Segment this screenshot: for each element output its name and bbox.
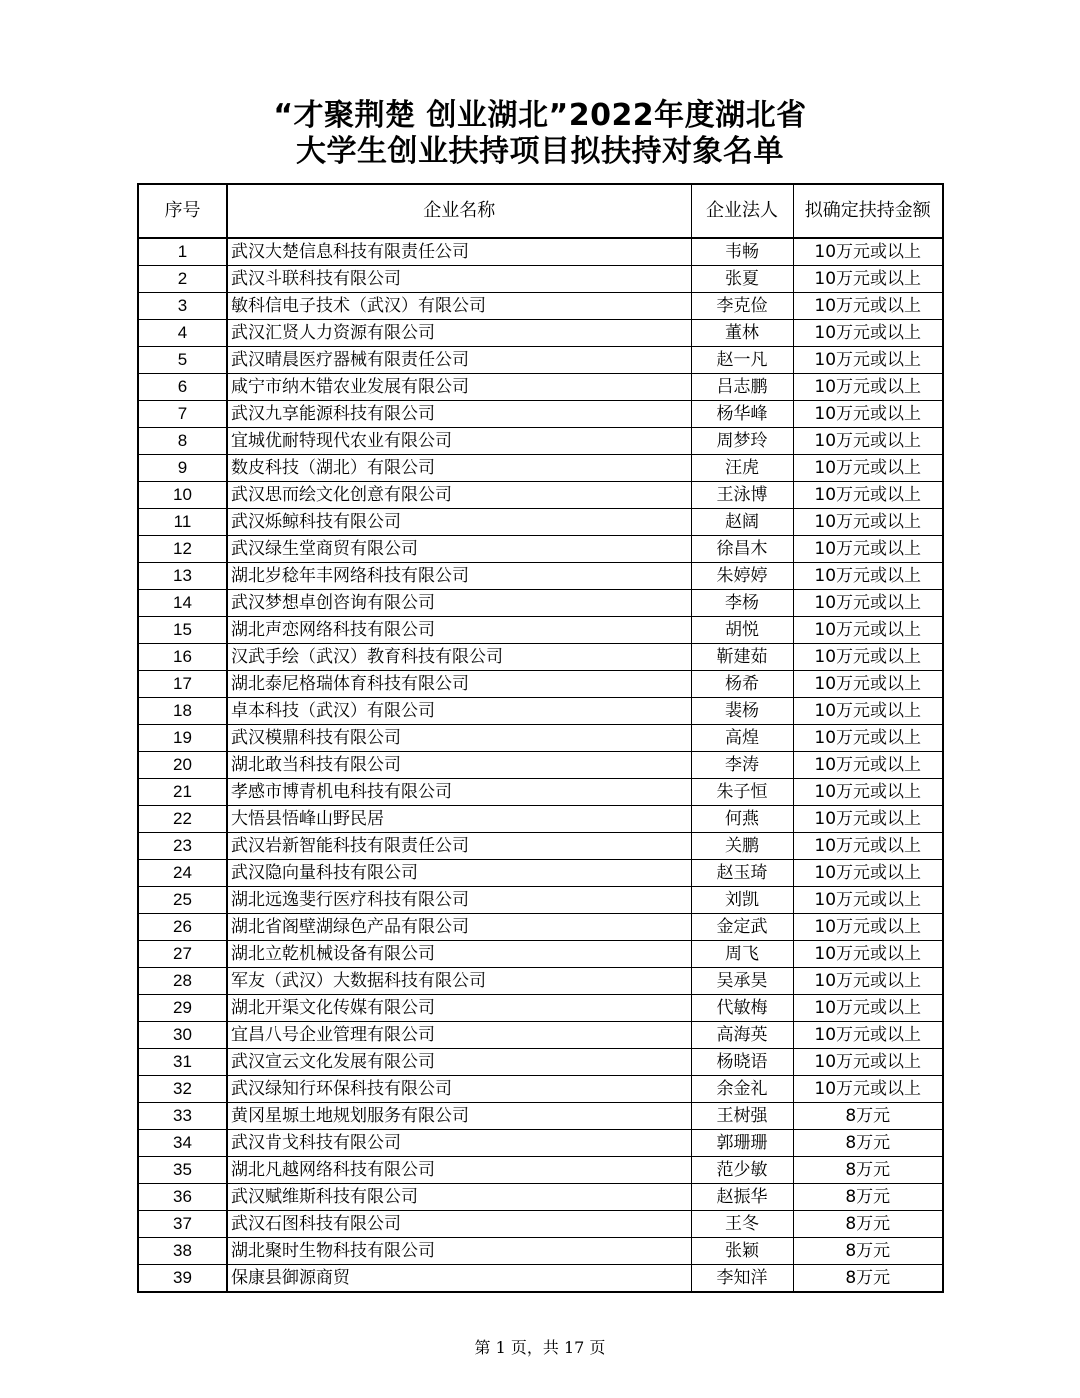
table-row (138, 779, 943, 806)
table-row (138, 833, 943, 860)
row-serial-number: 26 (138, 914, 227, 941)
row-legal-person: 汪虎 (691, 455, 793, 482)
table-row (138, 1211, 943, 1238)
row-legal-person: 周飞 (691, 941, 793, 968)
row-support-amount: 10万元或以上 (793, 509, 943, 536)
row-support-amount: 10万元或以上 (793, 752, 943, 779)
row-serial-number: 19 (138, 725, 227, 752)
row-company-name: 数皮科技（湖北）有限公司 (227, 455, 691, 482)
row-support-amount: 8万元 (793, 1103, 943, 1130)
row-serial-number: 21 (138, 779, 227, 806)
row-support-amount: 10万元或以上 (793, 887, 943, 914)
row-company-name: 卓本科技（武汉）有限公司 (227, 698, 691, 725)
row-serial-number: 35 (138, 1157, 227, 1184)
header-support-amount: 拟确定扶持金额 (793, 184, 943, 238)
row-serial-number: 23 (138, 833, 227, 860)
page-number-footer: 第 1 页，共 17 页 (474, 1338, 606, 1357)
row-legal-person: 董林 (691, 320, 793, 347)
row-legal-person: 胡悦 (691, 617, 793, 644)
row-serial-number: 29 (138, 995, 227, 1022)
row-support-amount: 10万元或以上 (793, 860, 943, 887)
row-company-name: 武汉烁鲸科技有限公司 (227, 509, 691, 536)
row-company-name: 武汉斗联科技有限公司 (227, 266, 691, 293)
document-title-line-1: “才聚荆楚 创业湖北”2022年度湖北省 (273, 98, 807, 133)
table-row (138, 1103, 943, 1130)
row-serial-number: 5 (138, 347, 227, 374)
row-company-name: 孝感市博青机电科技有限公司 (227, 779, 691, 806)
row-support-amount: 8万元 (793, 1265, 943, 1293)
row-company-name: 武汉肯戈科技有限公司 (227, 1130, 691, 1157)
row-support-amount: 10万元或以上 (793, 266, 943, 293)
row-support-amount: 10万元或以上 (793, 428, 943, 455)
row-company-name: 武汉梦想卓创咨询有限公司 (227, 590, 691, 617)
row-legal-person: 杨华峰 (691, 401, 793, 428)
table-row (138, 968, 943, 995)
table-row (138, 455, 943, 482)
row-support-amount: 10万元或以上 (793, 590, 943, 617)
row-legal-person: 李涛 (691, 752, 793, 779)
row-serial-number: 33 (138, 1103, 227, 1130)
table-row (138, 509, 943, 536)
row-legal-person: 韦畅 (691, 238, 793, 266)
row-support-amount: 10万元或以上 (793, 347, 943, 374)
table-row (138, 752, 943, 779)
row-serial-number: 31 (138, 1049, 227, 1076)
row-company-name: 武汉晴晨医疗器械有限责任公司 (227, 347, 691, 374)
row-serial-number: 39 (138, 1265, 227, 1293)
row-company-name: 宜昌八号企业管理有限公司 (227, 1022, 691, 1049)
table-row (138, 320, 943, 347)
row-company-name: 武汉绿知行环保科技有限公司 (227, 1076, 691, 1103)
row-company-name: 湖北远逸斐行医疗科技有限公司 (227, 887, 691, 914)
row-company-name: 咸宁市纳木错农业发展有限公司 (227, 374, 691, 401)
row-legal-person: 张颖 (691, 1238, 793, 1265)
row-legal-person: 范少敏 (691, 1157, 793, 1184)
row-company-name: 湖北凡越网络科技有限公司 (227, 1157, 691, 1184)
table-row (138, 266, 943, 293)
row-legal-person: 刘凯 (691, 887, 793, 914)
row-legal-person: 关鹏 (691, 833, 793, 860)
table-row (138, 238, 943, 266)
row-support-amount: 10万元或以上 (793, 779, 943, 806)
row-company-name: 湖北敢当科技有限公司 (227, 752, 691, 779)
row-company-name: 湖北泰尼格瑞体育科技有限公司 (227, 671, 691, 698)
table-row (138, 941, 943, 968)
row-legal-person: 高煌 (691, 725, 793, 752)
row-legal-person: 张夏 (691, 266, 793, 293)
table-row (138, 347, 943, 374)
table-row (138, 1184, 943, 1211)
row-legal-person: 裴杨 (691, 698, 793, 725)
row-support-amount: 10万元或以上 (793, 563, 943, 590)
row-company-name: 武汉思而绘文化创意有限公司 (227, 482, 691, 509)
row-company-name: 武汉汇贤人力资源有限公司 (227, 320, 691, 347)
row-company-name: 武汉九享能源科技有限公司 (227, 401, 691, 428)
row-support-amount: 10万元或以上 (793, 671, 943, 698)
row-serial-number: 20 (138, 752, 227, 779)
row-company-name: 武汉隐向量科技有限公司 (227, 860, 691, 887)
row-support-amount: 10万元或以上 (793, 833, 943, 860)
row-legal-person: 徐昌木 (691, 536, 793, 563)
row-legal-person: 赵一凡 (691, 347, 793, 374)
row-company-name: 大悟县悟峰山野民居 (227, 806, 691, 833)
row-company-name: 武汉石图科技有限公司 (227, 1211, 691, 1238)
table-row (138, 914, 943, 941)
row-legal-person: 杨晓语 (691, 1049, 793, 1076)
row-support-amount: 8万元 (793, 1157, 943, 1184)
row-support-amount: 8万元 (793, 1238, 943, 1265)
table-row (138, 563, 943, 590)
row-support-amount: 10万元或以上 (793, 698, 943, 725)
table-row (138, 374, 943, 401)
row-legal-person: 靳建茹 (691, 644, 793, 671)
row-legal-person: 赵玉琦 (691, 860, 793, 887)
row-support-amount: 10万元或以上 (793, 617, 943, 644)
table-row (138, 725, 943, 752)
row-serial-number: 18 (138, 698, 227, 725)
row-company-name: 武汉大楚信息科技有限责任公司 (227, 238, 691, 266)
row-company-name: 武汉宣云文化发展有限公司 (227, 1049, 691, 1076)
table-row (138, 1265, 943, 1293)
row-company-name: 湖北声恋网络科技有限公司 (227, 617, 691, 644)
row-company-name: 武汉模鼎科技有限公司 (227, 725, 691, 752)
row-company-name: 敏科信电子技术（武汉）有限公司 (227, 293, 691, 320)
recipients-table (137, 183, 944, 1293)
row-legal-person: 赵阔 (691, 509, 793, 536)
row-support-amount: 10万元或以上 (793, 806, 943, 833)
row-support-amount: 10万元或以上 (793, 536, 943, 563)
row-support-amount: 10万元或以上 (793, 725, 943, 752)
row-legal-person: 周梦玲 (691, 428, 793, 455)
table-row (138, 1157, 943, 1184)
table-header-row (138, 184, 943, 238)
row-serial-number: 10 (138, 482, 227, 509)
table-row (138, 860, 943, 887)
row-serial-number: 22 (138, 806, 227, 833)
row-support-amount: 8万元 (793, 1211, 943, 1238)
row-company-name: 汉武手绘（武汉）教育科技有限公司 (227, 644, 691, 671)
row-serial-number: 36 (138, 1184, 227, 1211)
row-support-amount: 10万元或以上 (793, 374, 943, 401)
table-row (138, 1076, 943, 1103)
row-legal-person: 吴承昊 (691, 968, 793, 995)
table-row (138, 698, 943, 725)
row-support-amount: 10万元或以上 (793, 941, 943, 968)
row-support-amount: 8万元 (793, 1130, 943, 1157)
table-body (138, 238, 943, 1292)
row-serial-number: 3 (138, 293, 227, 320)
row-support-amount: 10万元或以上 (793, 1049, 943, 1076)
table-row (138, 806, 943, 833)
table-row (138, 887, 943, 914)
row-serial-number: 38 (138, 1238, 227, 1265)
row-legal-person: 高海英 (691, 1022, 793, 1049)
row-serial-number: 1 (138, 238, 227, 266)
row-serial-number: 24 (138, 860, 227, 887)
row-legal-person: 王树强 (691, 1103, 793, 1130)
row-support-amount: 10万元或以上 (793, 320, 943, 347)
row-company-name: 武汉岩新智能科技有限责任公司 (227, 833, 691, 860)
row-support-amount: 8万元 (793, 1184, 943, 1211)
row-legal-person: 金定武 (691, 914, 793, 941)
row-company-name: 宜城优耐特现代农业有限公司 (227, 428, 691, 455)
row-legal-person: 余金礼 (691, 1076, 793, 1103)
row-support-amount: 10万元或以上 (793, 455, 943, 482)
row-serial-number: 9 (138, 455, 227, 482)
row-legal-person: 李杨 (691, 590, 793, 617)
row-support-amount: 10万元或以上 (793, 293, 943, 320)
row-serial-number: 34 (138, 1130, 227, 1157)
row-support-amount: 10万元或以上 (793, 238, 943, 266)
header-serial-number: 序号 (138, 184, 227, 238)
row-legal-person: 李克俭 (691, 293, 793, 320)
row-legal-person: 李知洋 (691, 1265, 793, 1293)
row-support-amount: 10万元或以上 (793, 914, 943, 941)
row-legal-person: 王冬 (691, 1211, 793, 1238)
row-legal-person: 何燕 (691, 806, 793, 833)
row-company-name: 湖北省阁壁湖绿色产品有限公司 (227, 914, 691, 941)
table-row (138, 428, 943, 455)
row-serial-number: 2 (138, 266, 227, 293)
row-legal-person: 杨希 (691, 671, 793, 698)
row-company-name: 湖北聚时生物科技有限公司 (227, 1238, 691, 1265)
table-row (138, 1238, 943, 1265)
row-serial-number: 13 (138, 563, 227, 590)
row-serial-number: 14 (138, 590, 227, 617)
table-row (138, 293, 943, 320)
row-support-amount: 10万元或以上 (793, 401, 943, 428)
row-legal-person: 代敏梅 (691, 995, 793, 1022)
row-support-amount: 10万元或以上 (793, 1076, 943, 1103)
row-company-name: 湖北岁稔年丰网络科技有限公司 (227, 563, 691, 590)
row-support-amount: 10万元或以上 (793, 644, 943, 671)
header-company-name: 企业名称 (227, 184, 691, 238)
row-support-amount: 10万元或以上 (793, 1022, 943, 1049)
row-serial-number: 11 (138, 509, 227, 536)
row-company-name: 武汉绿生堂商贸有限公司 (227, 536, 691, 563)
row-legal-person: 朱子恒 (691, 779, 793, 806)
row-company-name: 湖北立乾机械设备有限公司 (227, 941, 691, 968)
table-row (138, 644, 943, 671)
table-row (138, 536, 943, 563)
row-legal-person: 郭珊珊 (691, 1130, 793, 1157)
row-legal-person: 吕志鹏 (691, 374, 793, 401)
table-row (138, 482, 943, 509)
row-support-amount: 10万元或以上 (793, 995, 943, 1022)
table-row (138, 401, 943, 428)
row-serial-number: 4 (138, 320, 227, 347)
table-row (138, 617, 943, 644)
table-row (138, 1022, 943, 1049)
document-title-line-2: 大学生创业扶持项目拟扶持对象名单 (296, 134, 784, 169)
row-serial-number: 16 (138, 644, 227, 671)
row-serial-number: 7 (138, 401, 227, 428)
header-legal-person: 企业法人 (691, 184, 793, 238)
table-row (138, 995, 943, 1022)
row-serial-number: 28 (138, 968, 227, 995)
row-company-name: 保康县御源商贸 (227, 1265, 691, 1293)
row-legal-person: 赵振华 (691, 1184, 793, 1211)
row-serial-number: 25 (138, 887, 227, 914)
row-legal-person: 王泳博 (691, 482, 793, 509)
row-company-name: 黄冈星塬土地规划服务有限公司 (227, 1103, 691, 1130)
table-row (138, 590, 943, 617)
row-serial-number: 12 (138, 536, 227, 563)
table-row (138, 1130, 943, 1157)
row-support-amount: 10万元或以上 (793, 968, 943, 995)
row-company-name: 军友（武汉）大数据科技有限公司 (227, 968, 691, 995)
row-serial-number: 27 (138, 941, 227, 968)
row-serial-number: 37 (138, 1211, 227, 1238)
row-company-name: 湖北开渠文化传媒有限公司 (227, 995, 691, 1022)
row-legal-person: 朱婷婷 (691, 563, 793, 590)
row-serial-number: 32 (138, 1076, 227, 1103)
row-serial-number: 30 (138, 1022, 227, 1049)
row-serial-number: 15 (138, 617, 227, 644)
row-serial-number: 17 (138, 671, 227, 698)
table-row (138, 671, 943, 698)
row-support-amount: 10万元或以上 (793, 482, 943, 509)
row-company-name: 武汉赋维斯科技有限公司 (227, 1184, 691, 1211)
table-row (138, 1049, 943, 1076)
row-serial-number: 8 (138, 428, 227, 455)
row-serial-number: 6 (138, 374, 227, 401)
